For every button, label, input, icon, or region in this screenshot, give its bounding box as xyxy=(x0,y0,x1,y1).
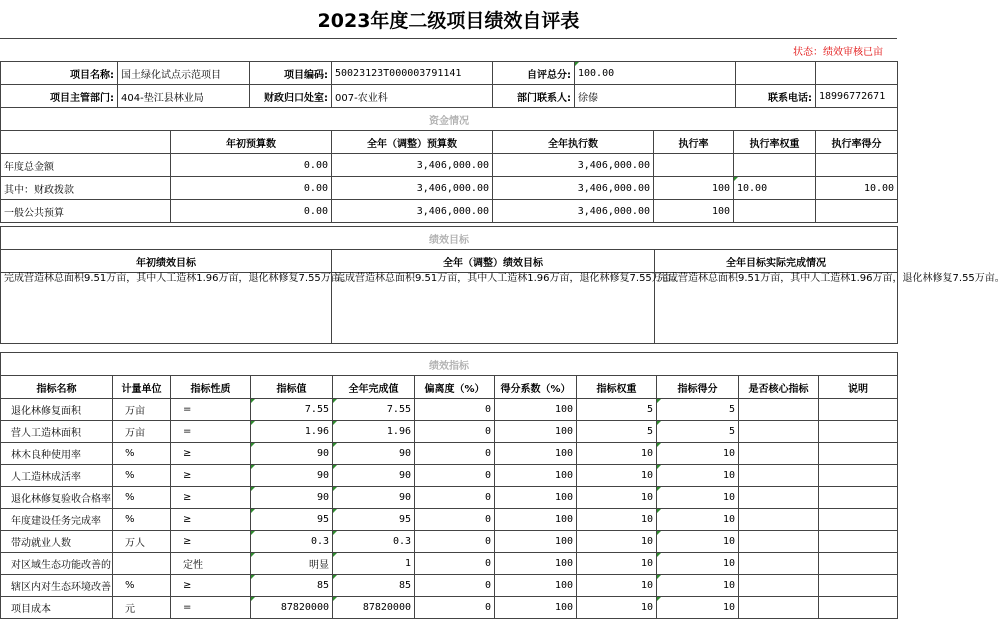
funds-table xyxy=(0,107,898,223)
indicator-row xyxy=(1,575,898,597)
indicator-note[interactable] xyxy=(819,597,898,619)
indicator-core[interactable] xyxy=(739,421,819,443)
indicator-note[interactable] xyxy=(819,575,898,597)
indicator-note[interactable] xyxy=(819,421,898,443)
funds-initial[interactable]: 0.00 xyxy=(171,177,332,200)
funds-rate[interactable]: 100 xyxy=(654,200,734,223)
indicator-core[interactable] xyxy=(739,597,819,619)
funds-adjusted[interactable]: 3,406,000.00 xyxy=(332,200,493,223)
funds-score[interactable]: 10.00 xyxy=(816,177,898,200)
phone-value[interactable]: 18996772671 xyxy=(816,85,898,108)
goals-header-adjusted: 全年（调整）绩效目标 xyxy=(332,250,655,273)
indicator-nature: ≥ xyxy=(171,575,251,597)
indicator-deviation[interactable]: 0 xyxy=(415,531,495,553)
funds-section-title: 资金情况 xyxy=(1,108,898,131)
indicator-unit: % xyxy=(113,509,171,531)
project-name-value[interactable]: 国土绿化试点示范项目 xyxy=(118,62,250,85)
goals-adjusted-text[interactable]: 完成营造林总面积9.51万亩，其中人工造林1.96万亩，退化林修复7.55万亩。 xyxy=(332,273,655,344)
indicator-weight[interactable]: 10 xyxy=(577,487,657,509)
indicator-score[interactable]: 10 xyxy=(657,487,739,509)
indicator-coef[interactable]: 100 xyxy=(495,553,577,575)
funds-row-name: 年度总金额 xyxy=(1,154,171,177)
indicator-actual[interactable]: 87820000 xyxy=(333,597,415,619)
funds-score[interactable] xyxy=(816,154,898,177)
goals-header-initial: 年初绩效目标 xyxy=(1,250,332,273)
funds-executed[interactable]: 3,406,000.00 xyxy=(493,154,654,177)
indicator-unit xyxy=(113,553,171,575)
funds-row xyxy=(1,154,898,177)
indicator-header: 偏离度（%） xyxy=(415,376,495,399)
indicator-weight[interactable]: 10 xyxy=(577,509,657,531)
funds-weight[interactable] xyxy=(734,154,816,177)
funds-initial[interactable]: 0.00 xyxy=(171,154,332,177)
indicator-row xyxy=(1,597,898,619)
funds-weight[interactable]: 10.00 xyxy=(734,177,816,200)
indicator-actual[interactable]: 1 xyxy=(333,553,415,575)
funds-adjusted[interactable]: 3,406,000.00 xyxy=(332,154,493,177)
indicator-core[interactable] xyxy=(739,399,819,421)
indicator-score[interactable]: 10 xyxy=(657,509,739,531)
indicator-note[interactable] xyxy=(819,443,898,465)
indicator-row xyxy=(1,553,898,575)
indicator-rows xyxy=(1,399,898,619)
indicator-row xyxy=(1,531,898,553)
indicator-actual[interactable]: 90 xyxy=(333,443,415,465)
indicator-actual[interactable]: 1.96 xyxy=(333,421,415,443)
project-code-label: 项目编码: xyxy=(250,62,332,85)
indicator-unit: % xyxy=(113,443,171,465)
indicator-target[interactable]: 7.55 xyxy=(251,399,333,421)
indicator-header: 说明 xyxy=(819,376,898,399)
funds-score[interactable] xyxy=(816,200,898,223)
indicator-target[interactable]: 90 xyxy=(251,443,333,465)
contact-value[interactable]: 徐傣 xyxy=(575,85,736,108)
indicator-coef[interactable]: 100 xyxy=(495,509,577,531)
indicator-nature: = xyxy=(171,421,251,443)
indicator-note[interactable] xyxy=(819,531,898,553)
indicator-header: 计量单位 xyxy=(113,376,171,399)
goals-header-actual: 全年目标实际完成情况 xyxy=(655,250,898,273)
indicator-coef[interactable]: 100 xyxy=(495,597,577,619)
indicator-header: 指标名称 xyxy=(1,376,113,399)
funds-executed[interactable]: 3,406,000.00 xyxy=(493,200,654,223)
indicator-deviation[interactable]: 0 xyxy=(415,421,495,443)
indicator-score[interactable]: 10 xyxy=(657,443,739,465)
indicator-score[interactable]: 10 xyxy=(657,465,739,487)
funds-header: 执行率得分 xyxy=(816,131,898,154)
indicator-score[interactable]: 5 xyxy=(657,399,739,421)
indicator-weight[interactable]: 10 xyxy=(577,597,657,619)
indicator-target[interactable]: 85 xyxy=(251,575,333,597)
indicator-core[interactable] xyxy=(739,443,819,465)
indicator-coef[interactable]: 100 xyxy=(495,443,577,465)
self-score-value[interactable]: 100.00 xyxy=(575,62,736,85)
indicator-actual[interactable]: 85 xyxy=(333,575,415,597)
indicator-weight[interactable]: 10 xyxy=(577,575,657,597)
indicator-core[interactable] xyxy=(739,553,819,575)
goals-initial-text[interactable]: 完成营造林总面积9.51万亩，其中人工造林1.96万亩，退化林修复7.55万亩。 xyxy=(1,273,332,344)
funds-rate[interactable] xyxy=(654,154,734,177)
indicator-target[interactable]: 1.96 xyxy=(251,421,333,443)
indicator-deviation[interactable]: 0 xyxy=(415,487,495,509)
indicator-deviation[interactable]: 0 xyxy=(415,465,495,487)
indicator-name: 辖区内对生态环境改善 xyxy=(1,575,113,597)
funds-header: 执行率权重 xyxy=(734,131,816,154)
dept-label: 项目主管部门: xyxy=(1,85,118,108)
indicator-weight[interactable]: 5 xyxy=(577,399,657,421)
indicator-unit: 元 xyxy=(113,597,171,619)
indicator-actual[interactable]: 7.55 xyxy=(333,399,415,421)
indicator-core[interactable] xyxy=(739,487,819,509)
indicator-header: 指标性质 xyxy=(171,376,251,399)
funds-header: 全年（调整）预算数 xyxy=(332,131,493,154)
indicator-unit: 万人 xyxy=(113,531,171,553)
indicator-core[interactable] xyxy=(739,465,819,487)
funds-row xyxy=(1,200,898,223)
funds-adjusted[interactable]: 3,406,000.00 xyxy=(332,177,493,200)
indicator-nature: 定性 xyxy=(171,553,251,575)
phone-label: 联系电话: xyxy=(736,85,816,108)
indicator-target[interactable]: 0.3 xyxy=(251,531,333,553)
indicator-nature: ≥ xyxy=(171,509,251,531)
indicator-score[interactable]: 10 xyxy=(657,575,739,597)
indicator-name: 退化林修复验收合格率 xyxy=(1,487,113,509)
dept-value[interactable]: 404-垫江县林业局 xyxy=(118,85,250,108)
indicator-note[interactable] xyxy=(819,509,898,531)
contact-label: 部门联系人: xyxy=(493,85,575,108)
indicator-unit: % xyxy=(113,465,171,487)
indicator-nature: ≥ xyxy=(171,465,251,487)
goals-table xyxy=(0,226,1005,344)
indicator-coef[interactable]: 100 xyxy=(495,421,577,443)
indicator-header: 全年完成值 xyxy=(333,376,415,399)
funds-header: 执行率 xyxy=(654,131,734,154)
indicator-header: 指标得分 xyxy=(657,376,739,399)
indicator-actual[interactable]: 0.3 xyxy=(333,531,415,553)
indicator-name: 年度建设任务完成率 xyxy=(1,509,113,531)
funds-weight[interactable] xyxy=(734,200,816,223)
indicator-weight[interactable]: 10 xyxy=(577,531,657,553)
indicator-nature: ≥ xyxy=(171,531,251,553)
indicator-row xyxy=(1,509,898,531)
indicator-name: 项目成本 xyxy=(1,597,113,619)
indicator-note[interactable] xyxy=(819,487,898,509)
info-empty-cell xyxy=(816,62,898,85)
indicator-row xyxy=(1,399,898,421)
status-text: 状态：绩效审核已亩 xyxy=(793,46,883,58)
goals-section-title: 绩效目标 xyxy=(1,227,898,250)
indicators-table xyxy=(0,352,898,619)
indicator-row xyxy=(1,465,898,487)
indicator-core[interactable] xyxy=(739,531,819,553)
funds-corner-cell xyxy=(1,131,171,154)
project-name-label: 项目名称: xyxy=(1,62,118,85)
funds-row-name: 一般公共预算 xyxy=(1,200,171,223)
indicator-note[interactable] xyxy=(819,465,898,487)
indicator-note[interactable] xyxy=(819,399,898,421)
funds-executed[interactable]: 3,406,000.00 xyxy=(493,177,654,200)
indicators-section-title: 绩效指标 xyxy=(1,353,898,376)
indicator-target[interactable]: 90 xyxy=(251,465,333,487)
indicator-core[interactable] xyxy=(739,575,819,597)
indicator-weight[interactable]: 10 xyxy=(577,553,657,575)
indicator-score[interactable]: 10 xyxy=(657,597,739,619)
indicator-deviation[interactable]: 0 xyxy=(415,509,495,531)
indicator-actual[interactable]: 95 xyxy=(333,509,415,531)
indicator-row xyxy=(1,443,898,465)
indicator-name: 人工造林成活率 xyxy=(1,465,113,487)
indicator-coef[interactable]: 100 xyxy=(495,487,577,509)
indicator-target[interactable]: 95 xyxy=(251,509,333,531)
indicator-actual[interactable]: 90 xyxy=(333,465,415,487)
indicator-unit: 万亩 xyxy=(113,421,171,443)
indicator-weight[interactable]: 5 xyxy=(577,421,657,443)
indicator-name: 带动就业人数 xyxy=(1,531,113,553)
indicator-deviation[interactable]: 0 xyxy=(415,399,495,421)
indicator-deviation[interactable]: 0 xyxy=(415,553,495,575)
indicator-unit: % xyxy=(113,575,171,597)
indicator-score[interactable]: 10 xyxy=(657,531,739,553)
indicator-core[interactable] xyxy=(739,509,819,531)
indicator-target[interactable]: 87820000 xyxy=(251,597,333,619)
indicator-header: 指标值 xyxy=(251,376,333,399)
indicator-deviation[interactable]: 0 xyxy=(415,575,495,597)
indicator-score[interactable]: 10 xyxy=(657,553,739,575)
indicator-nature: ≥ xyxy=(171,487,251,509)
indicator-actual[interactable]: 90 xyxy=(333,487,415,509)
funds-initial[interactable]: 0.00 xyxy=(171,200,332,223)
indicator-coef[interactable]: 100 xyxy=(495,465,577,487)
indicator-score[interactable]: 5 xyxy=(657,421,739,443)
indicator-deviation[interactable]: 0 xyxy=(415,597,495,619)
info-empty-cell xyxy=(736,62,816,85)
indicator-header: 得分系数（%） xyxy=(495,376,577,399)
indicator-name: 林木良种使用率 xyxy=(1,443,113,465)
finance-office-value[interactable]: 007-农业科 xyxy=(332,85,493,108)
indicator-target[interactable]: 90 xyxy=(251,487,333,509)
indicator-target[interactable]: 明显 xyxy=(251,553,333,575)
indicator-weight[interactable]: 10 xyxy=(577,465,657,487)
indicator-unit: 万亩 xyxy=(113,399,171,421)
indicator-nature: = xyxy=(171,399,251,421)
indicator-name: 对区域生态功能改善的 xyxy=(1,553,113,575)
self-score-label: 自评总分: xyxy=(493,62,575,85)
indicator-coef[interactable]: 100 xyxy=(495,531,577,553)
indicator-nature: ≥ xyxy=(171,443,251,465)
page-title: 2023年度二级项目绩效自评表 xyxy=(0,0,897,39)
indicator-deviation[interactable]: 0 xyxy=(415,443,495,465)
indicator-name: 营人工造林面积 xyxy=(1,421,113,443)
funds-header: 全年执行数 xyxy=(493,131,654,154)
indicator-row xyxy=(1,487,898,509)
indicator-nature: = xyxy=(171,597,251,619)
funds-row-name: 其中：财政拨款 xyxy=(1,177,171,200)
indicator-note[interactable] xyxy=(819,553,898,575)
project-code-value[interactable]: 50023123T000003791141 xyxy=(332,62,493,85)
funds-rate[interactable]: 100 xyxy=(654,177,734,200)
indicator-weight[interactable]: 10 xyxy=(577,443,657,465)
indicator-row xyxy=(1,421,898,443)
indicator-header: 是否核心指标 xyxy=(739,376,819,399)
finance-office-label: 财政归口处室: xyxy=(250,85,332,108)
funds-header: 年初预算数 xyxy=(171,131,332,154)
info-table xyxy=(0,61,898,108)
funds-row xyxy=(1,177,898,200)
goals-actual-text[interactable]: 完成营造林总面积9.51万亩，其中人工造林1.96万亩，退化林修复7.55万亩。 xyxy=(655,273,898,344)
indicator-coef[interactable]: 100 xyxy=(495,399,577,421)
indicator-name: 退化林修复面积 xyxy=(1,399,113,421)
indicator-coef[interactable]: 100 xyxy=(495,575,577,597)
indicator-header: 指标权重 xyxy=(577,376,657,399)
indicator-unit: % xyxy=(113,487,171,509)
